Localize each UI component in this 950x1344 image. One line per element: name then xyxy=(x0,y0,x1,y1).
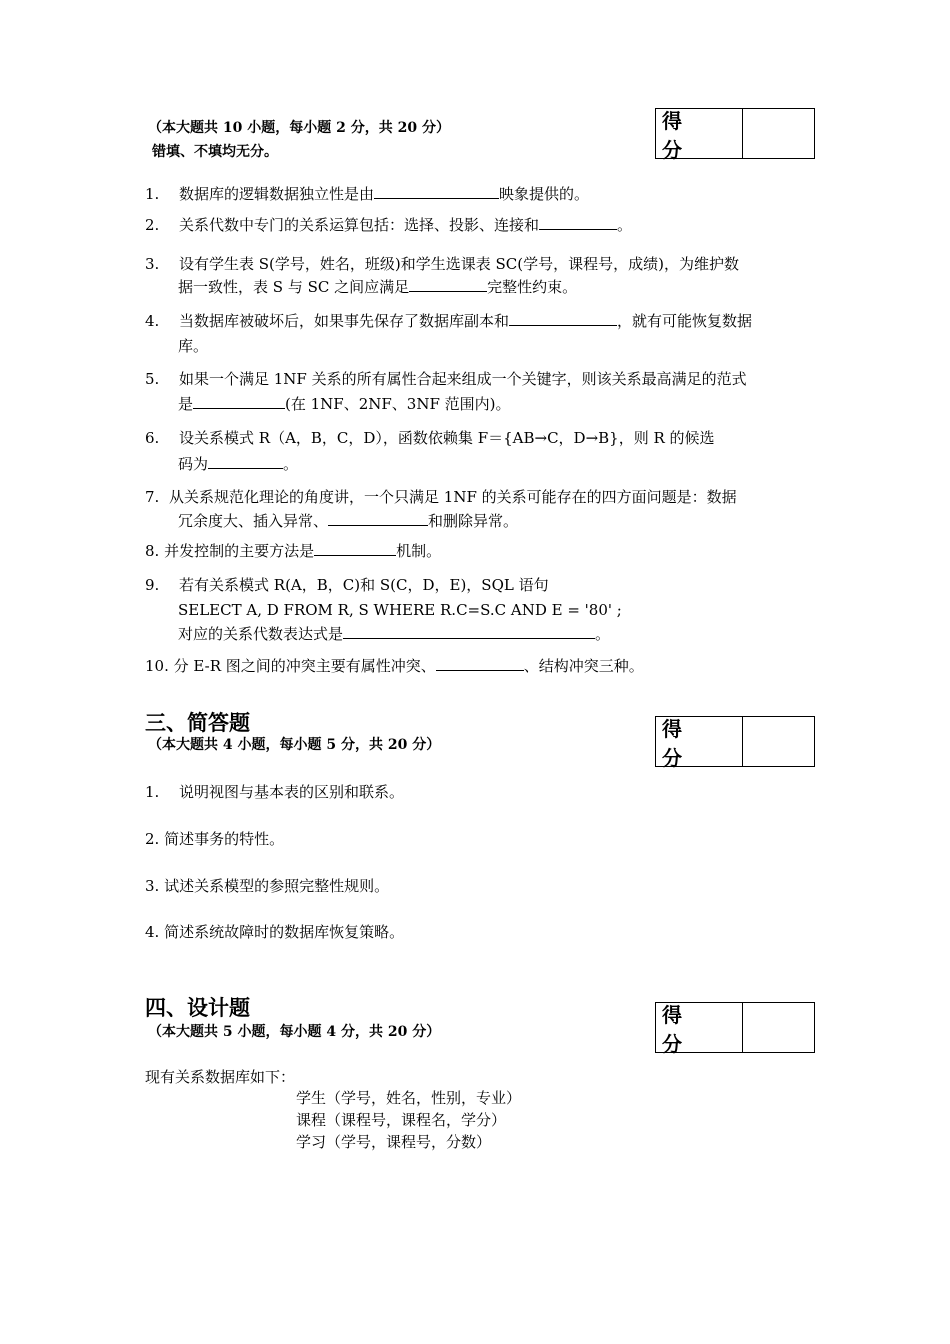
answer-blank[interactable] xyxy=(193,392,285,409)
question-number: 9. xyxy=(145,576,160,594)
question-4-cont: 库。 xyxy=(178,337,209,355)
relation-student: 学生（学号，姓名，性别，专业） xyxy=(296,1089,522,1107)
score-box-section4 xyxy=(655,1002,815,1056)
question-7 xyxy=(145,485,737,509)
question-text: 10. 分 E-R 图之间的冲突主要有属性冲突、 xyxy=(145,657,436,675)
score-label: 得 分 xyxy=(656,1003,743,1052)
question-5-cont xyxy=(178,392,511,416)
question-number: 5. xyxy=(145,370,160,388)
score-box-section2 xyxy=(655,108,815,162)
question-text: 数据库的逻辑数据独立性是由 xyxy=(179,185,375,203)
question-text: 完整性约束。 xyxy=(487,278,578,296)
question-text: 冗余度大、插入异常、 xyxy=(178,512,329,530)
question-text: 设有学生表 S(学号，姓名，班级)和学生选课表 SC(学号，课程号，成绩)，为维护数 xyxy=(179,255,739,273)
question-text: ，就有可能恢复数据 xyxy=(617,312,753,330)
question-text: 8. 并发控制的主要方法是 xyxy=(145,542,315,560)
answer-blank[interactable] xyxy=(539,213,617,230)
question-text: 从关系规范化理论的角度讲，一个只满足 1NF 的关系可能存在的四方面问题是：数据 xyxy=(169,488,737,506)
score-label: 得 分 xyxy=(656,717,743,766)
relation-study: 学习（学号，课程号，分数） xyxy=(296,1133,492,1151)
section3-title: 三、简答题 xyxy=(145,710,250,735)
question-text: 说明视图与基本表的区别和联系。 xyxy=(179,783,405,801)
question-text: 关系代数中专门的关系运算包括：选择、投影、连接和 xyxy=(179,216,540,234)
question-number: 1. xyxy=(145,783,160,801)
question-text: 是 xyxy=(178,395,194,413)
question-text: 。 xyxy=(595,625,611,643)
question-number: 4. xyxy=(145,312,160,330)
question-9-cont xyxy=(178,622,610,646)
question-2 xyxy=(145,213,632,237)
question-text: 如果一个满足 1NF 关系的所有属性合起来组成一个关键字，则该关系最高满足的范式 xyxy=(179,370,747,388)
question-1 xyxy=(145,182,589,206)
question-10 xyxy=(145,654,644,678)
question-number: 7. xyxy=(145,488,160,506)
score-entry-field[interactable] xyxy=(743,717,814,766)
relation-course: 课程（课程号，课程名，学分） xyxy=(296,1111,507,1129)
short-answer-4: 4. 简述系统故障时的数据库恢复策略。 xyxy=(145,923,405,941)
question-text: 若有关系模式 R(A，B，C)和 S(C，D，E)，SQL 语句 xyxy=(179,576,549,594)
question-6 xyxy=(145,426,715,450)
answer-blank[interactable] xyxy=(314,539,396,556)
section2-subtitle: （本大题共 10 小题，每小题 2 分，共 20 分） xyxy=(148,120,450,136)
question-text: 据一致性，表 S 与 SC 之间应满足 xyxy=(178,278,410,296)
section2-note: 错填、不填均无分。 xyxy=(152,144,278,160)
question-text: 设关系模式 R（A，B，C，D），函数依赖集 F＝{AB→C，D→B}，则 R 的候选 xyxy=(179,429,715,447)
answer-blank[interactable] xyxy=(509,309,617,326)
question-text: 当数据库被破坏后，如果事先保存了数据库副本和 xyxy=(179,312,510,330)
question-text: 码为 xyxy=(178,455,209,473)
score-label: 得 分 xyxy=(656,109,743,158)
question-number: 1. xyxy=(145,185,160,203)
design-intro: 现有关系数据库如下： xyxy=(145,1068,296,1086)
question-text: 机制。 xyxy=(396,542,442,560)
question-7-cont xyxy=(178,509,518,533)
question-text: 映象提供的。 xyxy=(499,185,590,203)
short-answer-2: 2. 简述事务的特性。 xyxy=(145,830,285,848)
score-box-section3 xyxy=(655,716,815,770)
question-6-cont xyxy=(178,452,298,476)
score-entry-field[interactable] xyxy=(743,109,814,158)
question-8 xyxy=(145,539,441,563)
question-number: 2. xyxy=(145,216,160,234)
answer-blank[interactable] xyxy=(328,509,428,526)
score-entry-field[interactable] xyxy=(743,1003,814,1052)
question-9 xyxy=(145,573,549,597)
short-answer-1 xyxy=(145,780,404,804)
short-answer-3: 3. 试述关系模型的参照完整性规则。 xyxy=(145,877,390,895)
question-5 xyxy=(145,367,747,391)
answer-blank[interactable] xyxy=(436,654,524,671)
question-number: 3. xyxy=(145,255,160,273)
answer-blank[interactable] xyxy=(374,182,499,199)
answer-blank[interactable] xyxy=(208,452,283,469)
question-3 xyxy=(145,252,739,276)
question-4 xyxy=(145,309,752,333)
answer-blank[interactable] xyxy=(343,622,595,639)
question-text: 、结构冲突三种。 xyxy=(523,657,644,675)
question-text: 对应的关系代数表达式是 xyxy=(178,625,344,643)
question-text: (在 1NF、2NF、3NF 范围内)。 xyxy=(285,395,511,413)
section3-subtitle: （本大题共 4 小题，每小题 5 分，共 20 分） xyxy=(148,737,441,753)
question-9-sql: SELECT A, D FROM R, S WHERE R.C=S.C AND E = '80' ; xyxy=(178,601,622,619)
answer-blank[interactable] xyxy=(409,275,487,292)
section4-title: 四、设计题 xyxy=(145,995,250,1020)
question-3-cont xyxy=(178,275,577,299)
question-text: 。 xyxy=(283,455,299,473)
section4-subtitle: （本大题共 5 小题，每小题 4 分，共 20 分） xyxy=(148,1024,441,1040)
question-text: 和删除异常。 xyxy=(428,512,519,530)
question-number: 6. xyxy=(145,429,160,447)
question-text: 。 xyxy=(617,216,633,234)
